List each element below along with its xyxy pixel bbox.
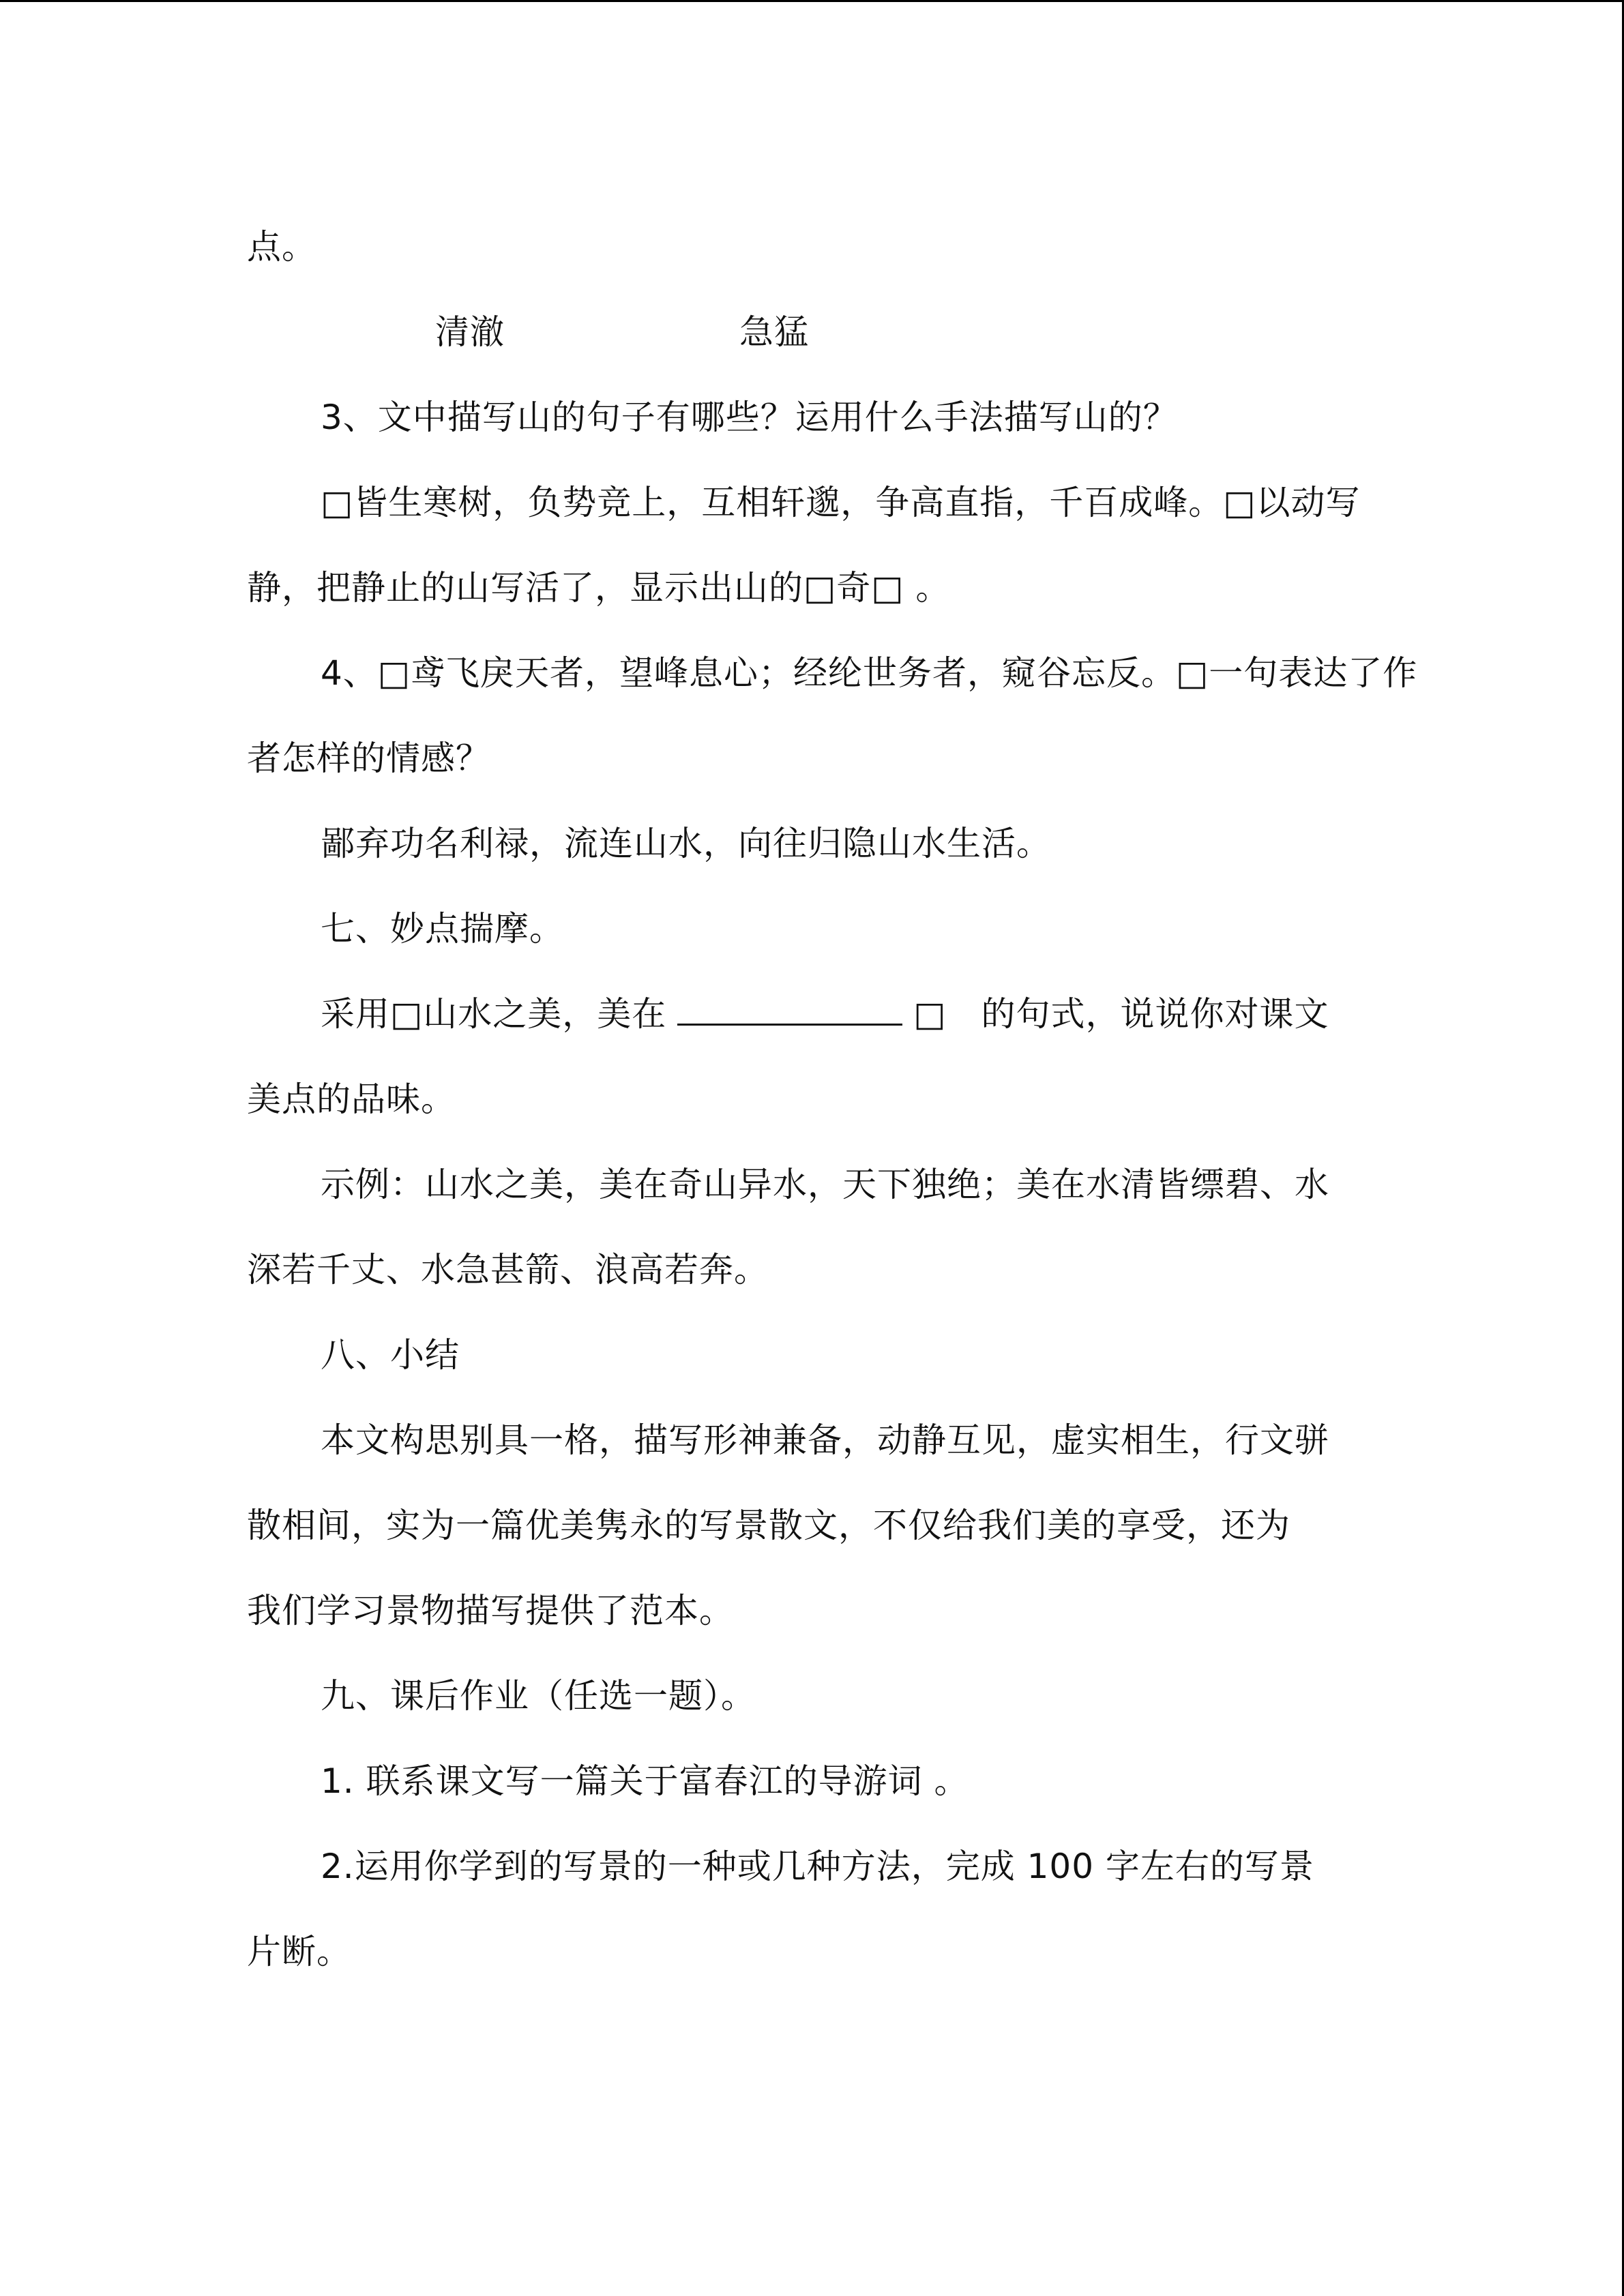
word-swift: 急猛 <box>739 312 809 352</box>
fill-blank-prefix: 采用□山水之美，美在 <box>321 994 667 1034</box>
fill-blank-line <box>247 972 1379 1057</box>
example-line-2: 深若千丈、水急甚箭、浪高若奔。 <box>247 1250 769 1289</box>
page-top-border <box>0 0 1624 2</box>
answer-blank <box>677 996 902 1026</box>
homework-2-line-1: 2.运用你学到的写景的一种或几种方法，完成 100 字左右的写景 <box>321 1847 1314 1886</box>
summary-line-3: 我们学习景物描写提供了范本。 <box>247 1591 734 1630</box>
fill-blank-line-2: 美点的品味。 <box>247 1079 456 1119</box>
question-4-line-2: 者怎样的情感？ <box>247 739 490 778</box>
question-4-line-1: 4、□鸢飞戾天者，望峰息心；经纶世务者，窥谷忘反。□一句表达了作 <box>321 653 1418 693</box>
document-page <box>247 205 1418 1995</box>
summary-line-2: 散相间，实为一篇优美隽永的写景散文，不仅给我们美的享受，还为 <box>247 1506 1290 1545</box>
word-pair-row <box>247 290 1379 375</box>
section-9-heading: 九、课后作业（任选一题）。 <box>321 1676 756 1716</box>
answer-3-line-1: □皆生寒树，负势竞上，互相轩邈，争高直指，千百成峰。□以动写 <box>321 483 1361 522</box>
question-3: 3、文中描写山的句子有哪些？运用什么手法描写山的？ <box>321 398 1178 437</box>
example-line-1: 示例：山水之美，美在奇山异水，天下独绝；美在水清皆缥碧、水 <box>321 1165 1329 1204</box>
homework-1: 1. 联系课文写一篇关于富春江的导游词 。 <box>321 1761 969 1801</box>
answer-4: 鄙弃功名利禄，流连山水，向往归隐山水生活。 <box>321 824 1051 863</box>
text-line: 点。 <box>247 227 316 267</box>
answer-3-line-2: 静，把静止的山写活了，显示出山的□奇□ 。 <box>247 568 951 608</box>
word-clear: 清澈 <box>435 312 505 352</box>
homework-2-line-2: 片断。 <box>247 1932 351 1971</box>
summary-line-1: 本文构思别具一格，描写形神兼备，动静互见，虚实相生，行文骈 <box>321 1420 1329 1460</box>
fill-blank-suffix: □ 的句式，说说你对课文 <box>913 994 1329 1034</box>
section-8-heading: 八、小结 <box>321 1335 460 1375</box>
section-7-heading: 七、妙点揣摩。 <box>321 909 564 949</box>
